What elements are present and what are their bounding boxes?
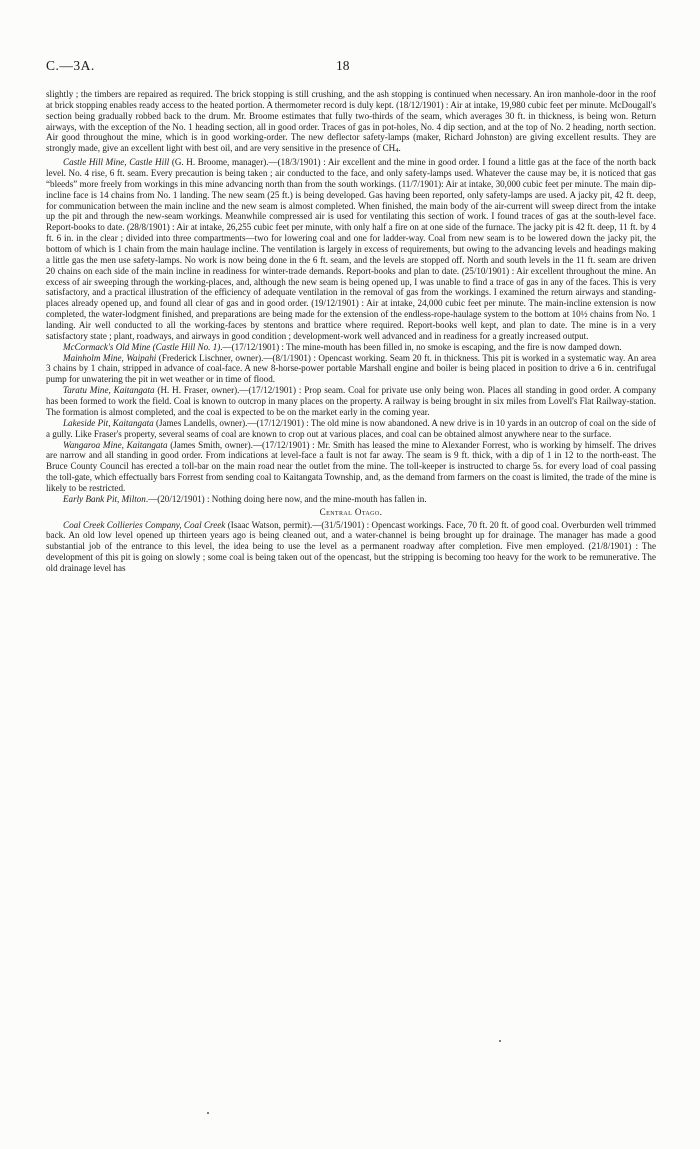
mine-name: Taratu Mine, Kaitangata bbox=[63, 385, 155, 396]
paragraph-lakeside-pit: Lakeside Pit, Kaitangata (James Landells, owner).—(17/12/1901) : The old mine is now abandoned. A new drive is in 10 yards in an outcrop of coal on the side of a gully. Like Fraser's property, several seams of coal are known to crop out at various places, and coal can be obtained almost anywhere near to the surface. bbox=[46, 417, 656, 439]
paragraph-wangaroa-mine: Wangaroa Mine, Kaitangata (James Smith, owner).—(17/12/1901) : Mr. Smith has leased the mine to Alexander Forrest, who is working by himself. The drives are narrow and all standing in good order. From indications at level-face a fault is not far away. The seam is 9 ft. thick, with a dip of 1 in 12 to the north-east. The Bruce County Council has erected a toll-bar on the main road near the outlet from the mine. The toll-keeper is instructed to charge 5s. for every load of coal passing the toll-gate, which effectually bars Forrest from sending coal to Kaitangata Township, and, as the demand from farmers on the coast is limited, the trade of the mine is likely to be restricted. bbox=[46, 439, 657, 493]
print-speck bbox=[499, 1040, 501, 1042]
document-reference: C.—3A. bbox=[46, 58, 95, 73]
paragraph-coal-creek-collieries: Coal Creek Collieries Company, Coal Creek (Isaac Watson, permit).—(31/5/1901) : Opencast workings. Face, 70 ft. 20 ft. of good coal. Overburden well trimmed back. An old low level opened up thirteen years ago is being cleaned out, and a water-channel is being brought up for drainage. The manager has made a good substantial job of the entrance to this level, the idea being to use the level as a permanent roadway after completion. Five men employed. (21/8/1901) : The development of this pit is going on slowly ; some coal is being taken out of the opencast, but the stripping is becoming too heavy for the work to be remunerative. The old drainage level has bbox=[46, 519, 656, 573]
section-heading: Central Otago. bbox=[319, 506, 383, 517]
mine-name: Mainholm Mine, Waipahi bbox=[63, 352, 157, 363]
mine-name: McCormack's Old Mine (Castle Hill No. 1) bbox=[63, 341, 221, 352]
page-header bbox=[46, 58, 660, 74]
mine-name: Coal Creek Collieries Company, Coal Creek bbox=[63, 519, 226, 530]
paragraph-early-bank-pit: Early Bank Pit, Milton.—(20/12/1901) : Nothing doing here now, and the mine-mouth has fallen in. bbox=[63, 493, 427, 504]
paragraph-mccormacks-old-mine: McCormack's Old Mine (Castle Hill No. 1).—(17/12/1901) : The mine-mouth has been filled in, no smoke is escaping, and the fire is now damped down. bbox=[63, 341, 622, 352]
mine-name: Castle Hill Mine, Castle Hill bbox=[63, 157, 170, 168]
print-speck bbox=[207, 1112, 209, 1114]
mine-name: Lakeside Pit, Kaitangata bbox=[63, 417, 154, 428]
paragraph-taratu-mine: Taratu Mine, Kaitangata (H. H. Fraser, owner).—(17/12/1901) : Prop seam. Coal for private use only being won. Places all standing in good order. A company has been formed to work the field. Coal is known to outcrop in many places on the property. A railway is being brought in six miles from Lovell's Flat Railway-station. The formation is almost completed, and the coal is expected to be on the market early in the coming year. bbox=[46, 385, 656, 417]
paragraph-mainholm-mine: Mainholm Mine, Waipahi (Frederick Lischner, owner).—(8/1/1901) : Opencast working. Seam 20 ft. in thickness. This pit is worked in a systematic way. An area 3 chains by 1 chain, stripped in advance of coal-face. A new 8-horse-power portable Marshall engine and boiler is being placed in position to drive a 6 in. centrifugal pump for unwatering the pit in wet weather or in time of flood. bbox=[46, 352, 656, 385]
paragraph-castle-hill-mine: Castle Hill Mine, Castle Hill (G. H. Broome, manager).—(18/3/1901) : Air excellent and the mine in good order. I found a little gas at the face of the north back level. No. 4 rise, 6 ft. seam. Every precaution is being taken ; air conducted to the face, and only safety-lamps used. Whatever the cause may be, it is noticed that gas “bleeds” more freely from workings in this mine advancing north than from the south workings. (11/7/1901): Air at intake, 30,000 cubic feet per minute. The main dip-incline face is 14 chains from No. 1 landing. The new seam (25 ft.) is being developed. Gas having been reported, only safety-lamps are used. A jacky pit, 42 ft. deep, for communication between the main incline and the new seam is almost completed. When finished, the main body of the air-current will sweep direct from the intake up the pit and through the new-seam workings. Meanwhile compressed air is used for ventilating this section of work. I found traces of gas at the south-level face. Report-books to date. (28/8/1901) : Air at intake, 26,255 cubic feet per minute, with only half a fire on at one side of the furnace. The jacky pit is 42 ft. deep, 11 ft. by 4 ft. 6 in. in the clear ; divided into three compartments—two for lowering coal and one for ladder-way. Coal from new seam is to be lowered down the jacky pit, the bottom of which is 1 chain from the main haulage incline. The ventilation is largely in excess of requirements, but owing to the advancing levels and headings making a little gas the men use safety-lamps. No work is now being done in the 6 ft. seam, and the levels are stopped off. North and south levels in the 11 ft. seam are driven 20 chains on each side of the main incline in readiness for winter-trade demands. Report-books and plan to date. (25/10/1901) : Air excellent throughout the mine. An excess of air sweeping through the working-places, and, although the new seam is being opened up, I was unable to find a trace of gas in any of the faces. This is very satisfactory, and a practical illustration of the efficiency of adequate ventilation in the removal of gas from the workings. I examined the return airways and standing-places already opened up, and found all clear of gas and in good order. (19/12/1901) : Air at intake, 24,000 cubic feet per minute. The main-incline extension is now completed, the water-lodgment finished, and preparations are being made for the extension of the endless-rope-haulage system to the bottom at 10½ chains from No. 1 landing. Air well conducted to all the working-faces by stentons and brattice where required. Report-books well kept, and plan to date. The mine is in a very satisfactory state ; plant, roadways, and airways in good condition ; development-work well advanced and in readiness for a greatly increased output. bbox=[46, 157, 657, 341]
subscript-4: 4 bbox=[395, 147, 399, 155]
page-number: 18 bbox=[336, 58, 350, 73]
report-body bbox=[46, 89, 656, 574]
mine-name: Wangaroa Mine, Kaitangata bbox=[63, 439, 168, 450]
paragraph-continued: slightly ; the timbers are repaired as required. The brick stopping is still crushing, and the ash stopping is continued when necessary. An iron manhole-door in the roof at brick stopping enables ready access to the heated portion. A thermometer record is duly kept. (18/12/1901) : Air at intake, 19,980 cubic feet per minute. McDougall's section being gradually robbed back to the drum. Mr. Broome estimates that fully two-thirds of the seam, which averages 30 ft. in thickness, is being won. Return airways, with the exception of the No. 1 heading section, all in good order. Traces of gas in pot-holes, No. 4 dip section, and at the top of No. 2 heading, north section. Air good throughout the mine, which is in good working-order. The new deflector safety-lamps (maker, Richard Johnston) are giving excellent results. They are strongly made, give an excellent light with best oil, and are very sensitive in the presence of CH4. bbox=[46, 89, 656, 155]
mine-name: Early Bank Pit, Milton bbox=[63, 493, 146, 504]
